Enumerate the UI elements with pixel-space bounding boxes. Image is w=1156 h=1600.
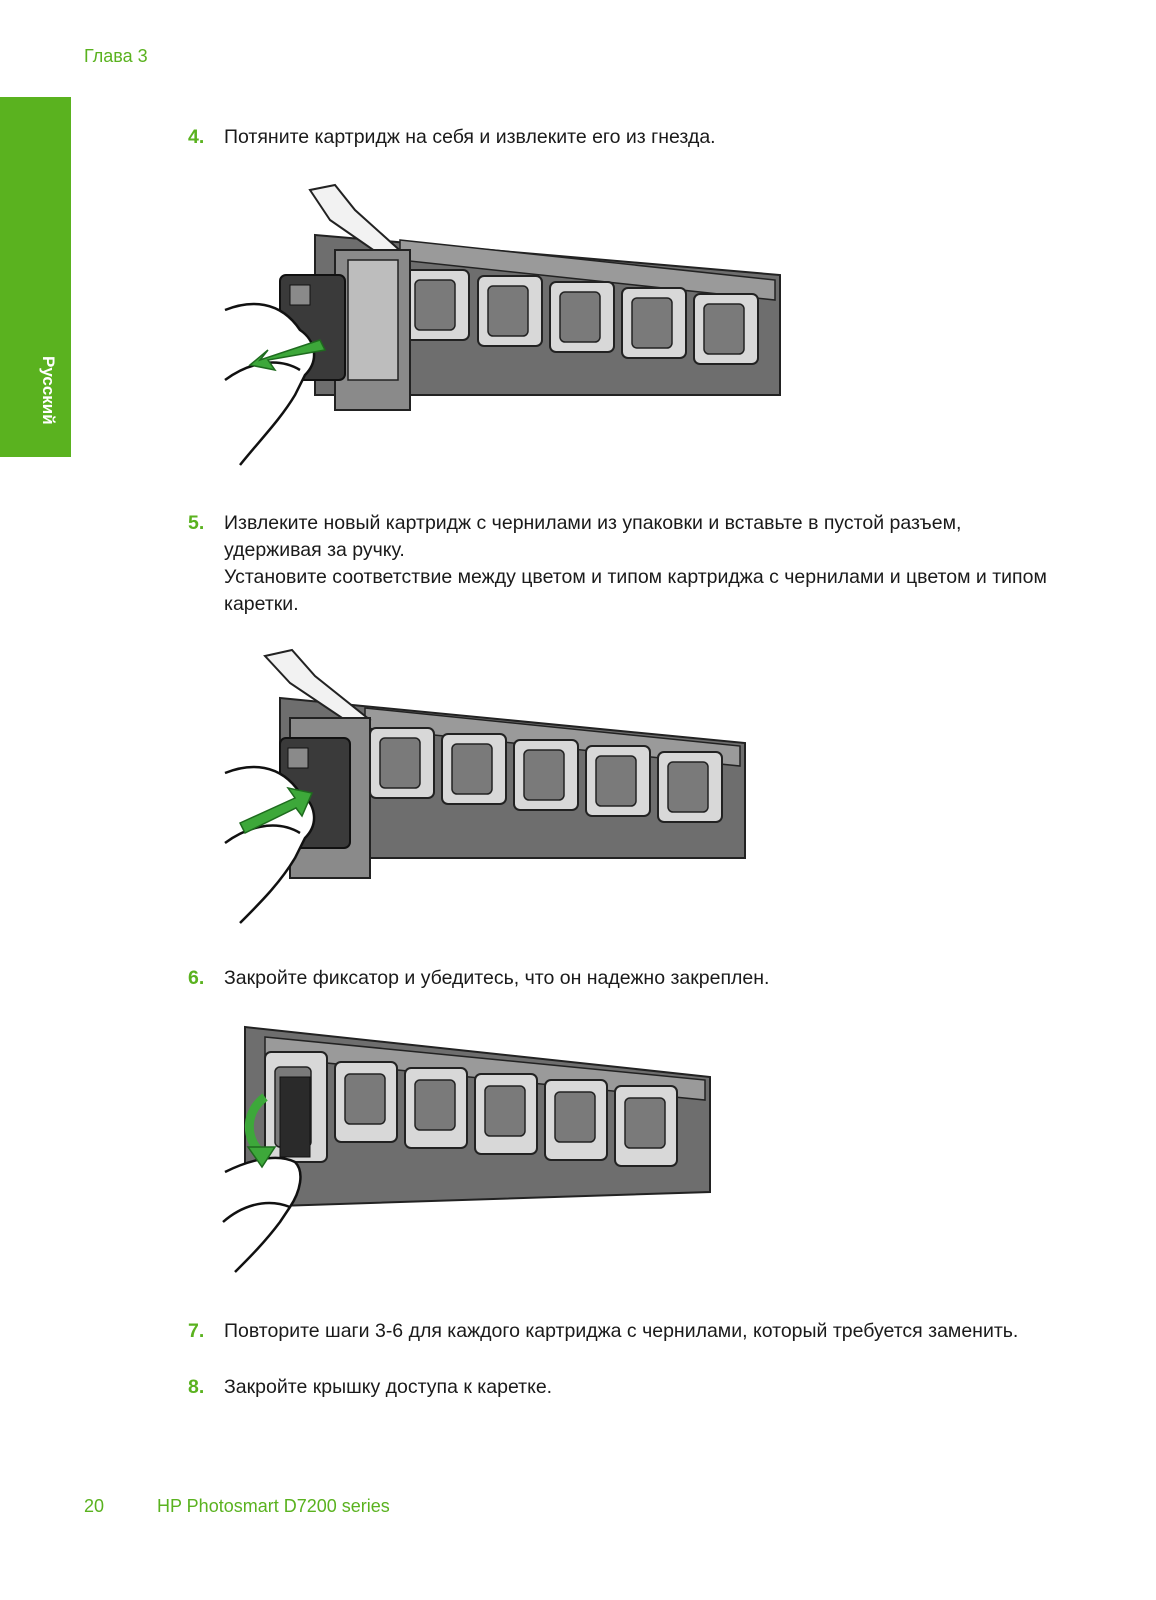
close-latch-illustration [220,1022,720,1277]
step-4 [188,124,1054,151]
step-text: Закройте фиксатор и убедитесь, что он надежно закреплен. [224,967,770,989]
step-text: Потяните картридж на себя и извлеките его из гнезда. [224,126,716,148]
step-text: Установите соответствие между цветом и типом картриджа с чернилами и цветом и типом каретки. [224,566,1047,615]
step-number: 7. [188,1320,205,1342]
step-5 [188,510,1054,618]
remove-cartridge-illustration [220,180,790,470]
step-text: Закройте крышку доступа к каретке. [224,1376,553,1398]
insert-cartridge-illustration [220,648,760,928]
step-number: 5. [188,512,205,534]
step-number: 8. [188,1376,205,1398]
page-number: 20 [84,1496,105,1516]
product-name: HP Photosmart D7200 series [157,1496,390,1516]
step-7 [188,1318,1054,1345]
step-text: Повторите шаги 3-6 для каждого картриджа с чернилами, который требуется заменить. [224,1320,1019,1342]
step-8 [188,1374,1054,1401]
step-6 [188,965,1054,992]
step-number: 4. [188,126,205,148]
step-number: 6. [188,967,205,989]
language-tab-label: Русский [39,356,58,425]
chapter-label: Глава 3 [84,46,148,66]
step-text: Извлеките новый картридж с чернилами из упаковки и вставьте в пустой разъем, удерживая за ручку. [224,512,962,561]
language-side-tab [0,97,71,457]
